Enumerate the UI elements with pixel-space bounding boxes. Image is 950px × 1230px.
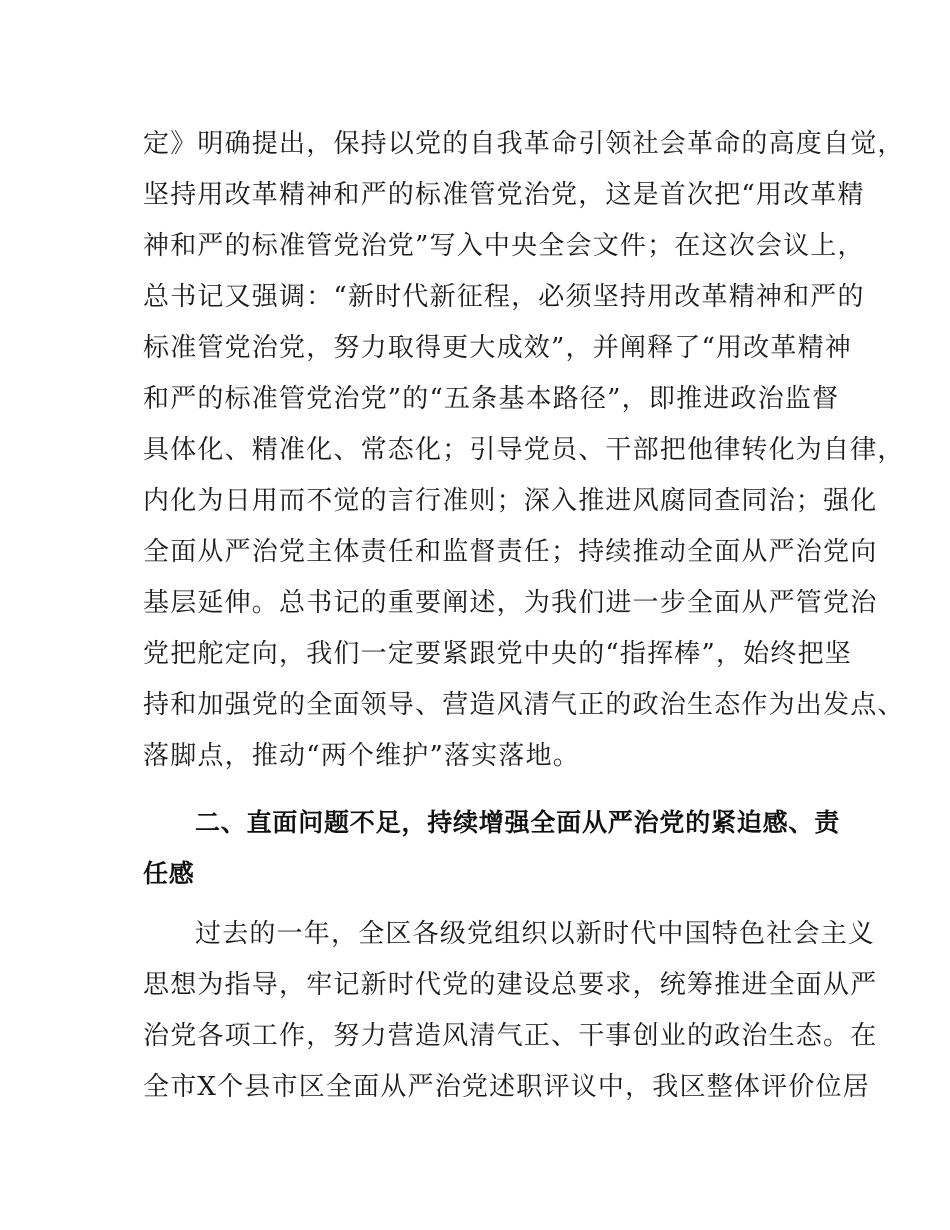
paragraph-2-line-2: 思想为指导，牢记新时代党的建设总要求，统筹推进全面从严 — [143, 970, 878, 1000]
paragraph-1-line-10: 基层延伸。总书记的重要阐述，为我们进一步全面从严管党治 — [143, 588, 878, 618]
paragraph-1-line-12: 持和加强党的全面领导、营造风清气正的政治生态作为出发点、 — [143, 690, 905, 720]
paragraph-2-line-1: 过去的一年，全区各级党组织以新时代中国特色社会主义 — [195, 919, 876, 949]
paragraph-1-line-5: 标准管党治党，努力取得更大成效”，并阐释了“用改革精神 — [143, 333, 852, 363]
section-heading-line-1: 二、直面问题不足，持续增强全面从严治党的紧迫感、责 — [195, 808, 841, 837]
section-heading-line-2: 任感 — [143, 859, 195, 888]
paragraph-1-line-1: 定》明确提出，保持以党的自我革命引领社会革命的高度自觉， — [143, 129, 905, 159]
paragraph-1-line-2: 坚持用改革精神和严的标准管党治党，这是首次把“用改革精 — [143, 180, 865, 210]
paragraph-1-line-3: 神和严的标准管党治党”写入中央全会文件；在这次会议上， — [143, 231, 865, 261]
paragraph-1-line-6: 和严的标准管党治党”的“五条基本路径”，即推进政治监督 — [143, 384, 840, 414]
paragraph-2-line-3: 治党各项工作，努力营造风清气正、干事创业的政治生态。在 — [143, 1021, 878, 1051]
paragraph-1-line-13: 落脚点，推动“两个维护”落实落地。 — [143, 741, 580, 771]
paragraph-1-line-11: 党把舵定向，我们一定要紧跟党中央的“指挥棒”，始终把坚 — [143, 639, 852, 669]
paragraph-1-line-9: 全面从严治党主体责任和监督责任；持续推动全面从严治党向 — [143, 537, 878, 567]
paragraph-1-line-7: 具体化、精准化、常态化；引导党员、干部把他律转化为自律， — [143, 435, 905, 465]
paragraph-1-line-8: 内化为日用而不觉的言行准则；深入推进风腐同查同治；强化 — [143, 486, 878, 516]
paragraph-1-line-4: 总书记又强调：“新时代新征程，必须坚持用改革精神和严的 — [143, 282, 865, 312]
paragraph-2-line-4: 全市X个县市区全面从严治党述职评议中，我区整体评价位居 — [143, 1072, 870, 1102]
